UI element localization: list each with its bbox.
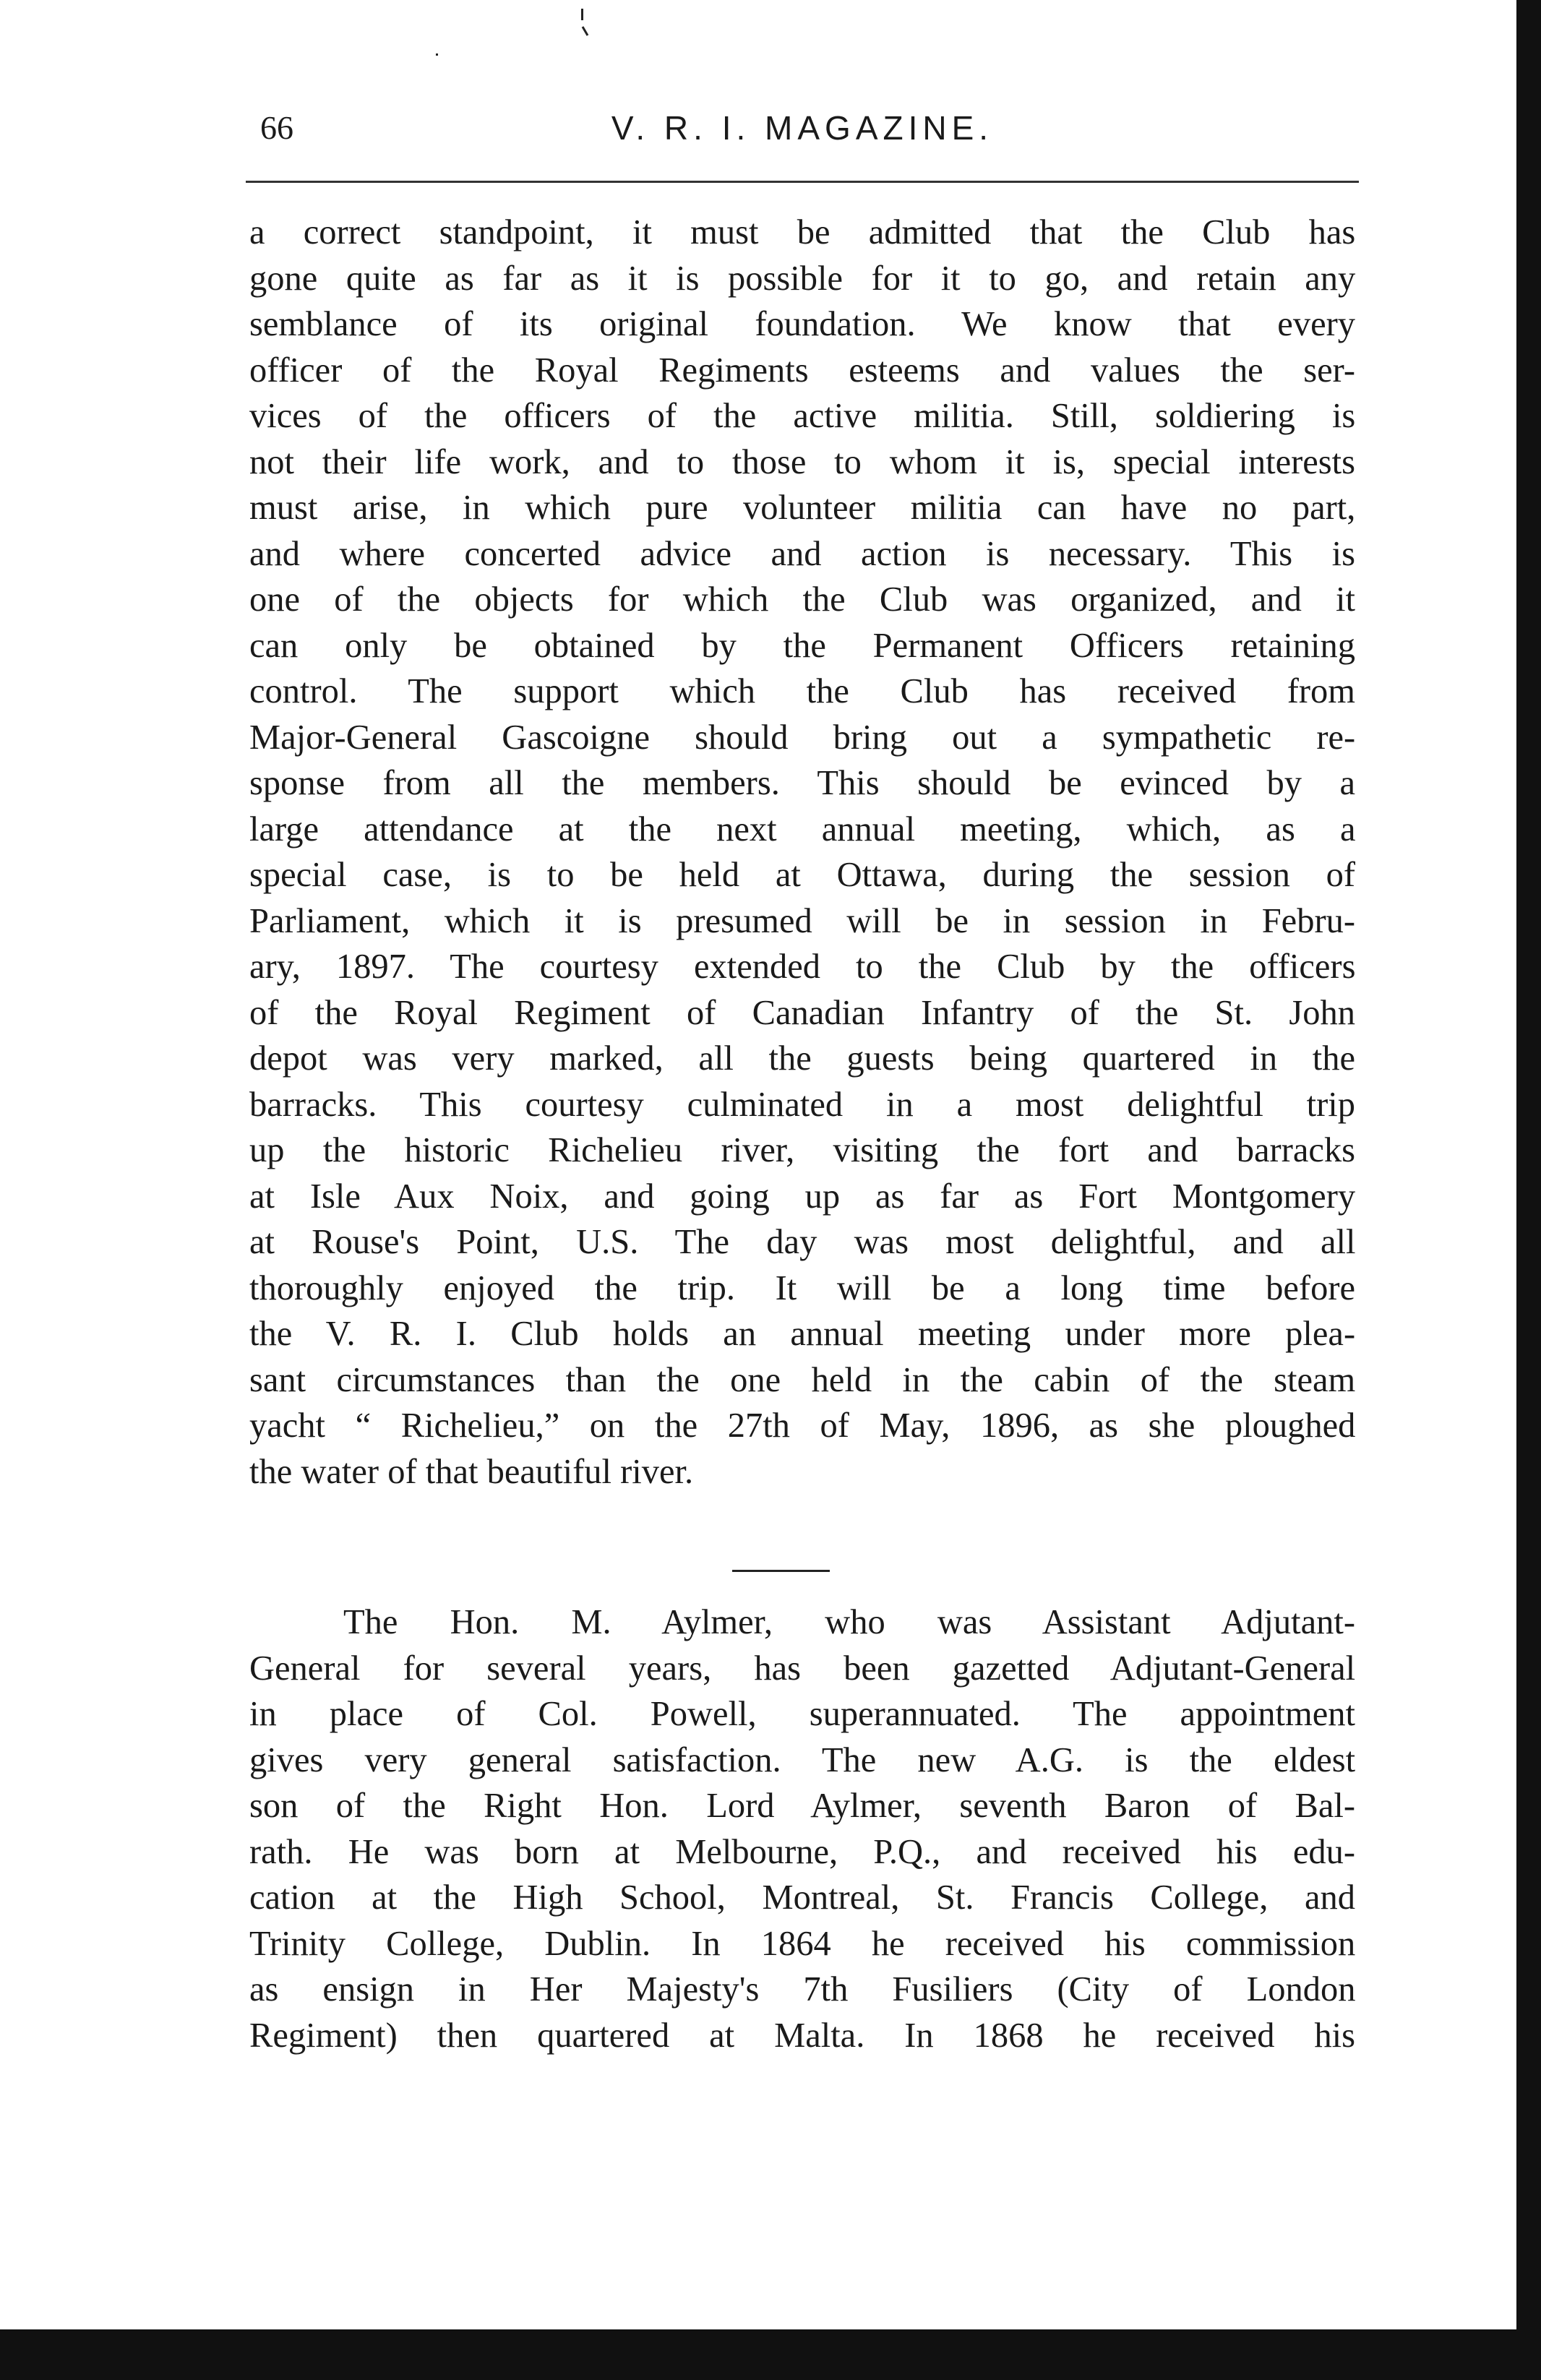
text-line: the V. R. I. Club holds an annual meeting under more plea- — [249, 1315, 1356, 1353]
text-line: sant circumstances than the one held in the cabin of the steam — [249, 1360, 1356, 1399]
text-line: General for several years, has been gazetted Adjutant-General — [249, 1649, 1356, 1688]
text-line: cation at the High School, Montreal, St. Francis College, and — [249, 1878, 1355, 1917]
text-line: Parliament, which it is presumed will be in session in Febru- — [249, 901, 1355, 940]
running-title: V. R. I. MAGAZINE. — [611, 109, 994, 147]
text-line: thoroughly enjoyed the trip. It will be a long time before — [249, 1268, 1356, 1307]
text-line: barracks. This courtesy culminated in a most delightful trip — [249, 1085, 1356, 1124]
text-line: one of the objects for which the Club was organized, and it — [249, 580, 1355, 619]
text-line: up the historic Richelieu river, visiting the fort and barracks — [249, 1131, 1356, 1169]
text-line: The Hon. M. Aylmer, who was Assistant Adjutant- — [343, 1603, 1355, 1641]
text-line: of the Royal Regiment of Canadian Infantry of the St. John — [249, 993, 1355, 1032]
text-line: yacht “ Richelieu,” on the 27th of May, 1896, as she ploughed — [249, 1406, 1356, 1445]
page-header — [246, 108, 1359, 159]
text-line: semblance of its original foundation. We know that every — [249, 305, 1355, 343]
page-number: 66 — [260, 109, 293, 146]
scan-edge-bottom — [0, 2329, 1541, 2380]
text-line: can only be obtained by the Permanent Officers retaining — [249, 626, 1355, 665]
text-line: gone quite as far as it is possible for it to go, and retain any — [249, 259, 1356, 298]
text-line: Regiment) then quartered at Malta. In 1868 he received his — [249, 2016, 1355, 2055]
text-line: large attendance at the next annual meeting, which, as a — [249, 809, 1356, 849]
text-line: not their life work, and to those to whom it is, special interests — [249, 442, 1355, 481]
text-line: ary, 1897. The courtesy extended to the Club by the officers — [249, 948, 1356, 986]
header-rule — [246, 181, 1359, 183]
text-line: rath. He was born at Melbourne, P.Q., and received his edu- — [249, 1832, 1355, 1871]
text-line: gives very general satisfaction. The new A.G. is the eldest — [249, 1740, 1356, 1779]
text-line: Major-General Gascoigne should bring out a sympathetic re- — [249, 718, 1356, 757]
text-line: in place of Col. Powell, superannuated. The appointment — [249, 1695, 1355, 1733]
text-line: control. The support which the Club has received from — [249, 672, 1355, 710]
text-line: sponse from all the members. This should be evinced by a — [249, 764, 1355, 802]
text-line: must arise, in which pure volunteer militia can have no part, — [249, 489, 1356, 527]
section-divider — [732, 1570, 830, 1572]
paragraph-aylmer — [249, 1599, 1355, 2058]
text-line: as ensign in Her Majesty's 7th Fusiliers (City of London — [249, 1970, 1356, 2009]
text-line: Trinity College, Dublin. In 1864 he received his commission — [249, 1924, 1356, 1963]
text-line: vices of the officers of the active militia. Still, soldiering is — [249, 397, 1356, 435]
scan-speck — [581, 9, 583, 20]
scan-speck — [582, 26, 589, 36]
paragraph-continued — [249, 210, 1355, 1495]
text-line: depot was very marked, all the guests being quartered in the — [249, 1039, 1355, 1078]
text-line: at Isle Aux Noix, and going up as far as Fort Montgomery — [249, 1177, 1356, 1216]
scan-edge-right — [1516, 0, 1541, 2380]
scan-speck — [436, 53, 438, 56]
text-line: the water of that beautiful river. — [249, 1452, 694, 1491]
text-line: son of the Right Hon. Lord Aylmer, seventh Baron of Bal- — [249, 1787, 1355, 1825]
text-line: officer of the Royal Regiments esteems and values the ser- — [249, 351, 1355, 390]
text-line: special case, is to be held at Ottawa, during the session of — [249, 856, 1355, 894]
text-line: at Rouse's Point, U.S. The day was most delightful, and all — [249, 1223, 1356, 1261]
text-line: a correct standpoint, it must be admitted that the Club has — [249, 213, 1356, 252]
text-line: and where concerted advice and action is necessary. This is — [249, 534, 1355, 573]
